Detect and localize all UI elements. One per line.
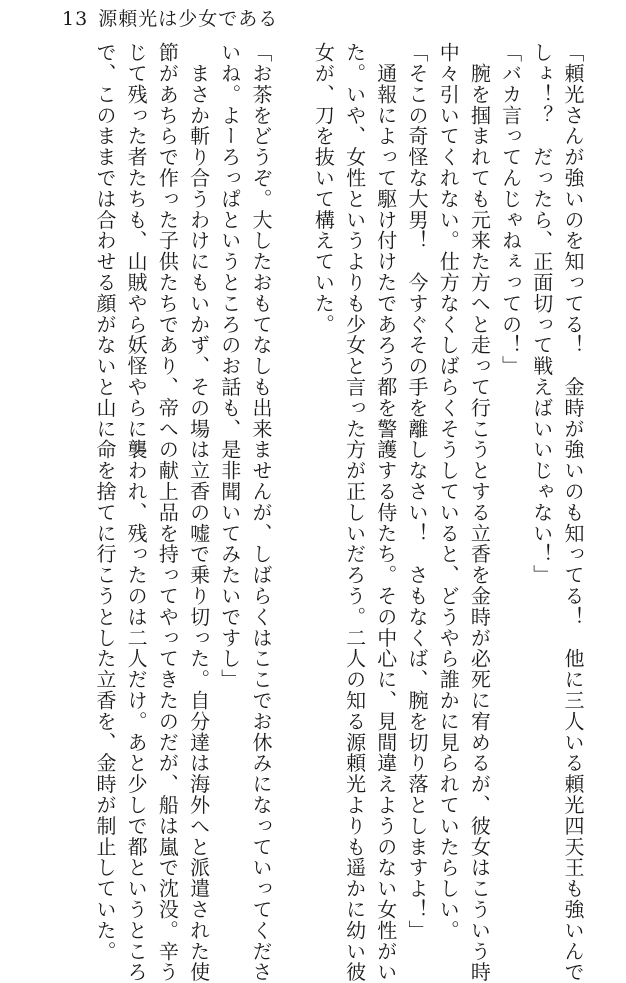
text-line-8: た。いや、女性というよりも少女と言った方が正しいだろう。二人の知る源頼光よりも遥かに幼い彼 (342, 42, 367, 983)
text-line-11: いね。よーろっぱというところのお話も、是非聞いてみたいですし」 (217, 42, 242, 690)
text-line-10: 「お茶をどうぞ。大したおもてなしも出来ませんが、しばらくはここでお休みになっていってくださ (248, 42, 273, 983)
text-line-13: 節があちらで作った子供たちであり、帝への献上品を持ってやってきたのだが、船は嵐で沈没。辛う (155, 42, 180, 983)
vertical-body-text (89, 42, 588, 983)
page-number: 13 (62, 8, 89, 30)
text-line-15: で、このままでは合わせる顔がないと山に命を捨てに行こうとした立香を、金時が制止していた。 (92, 42, 117, 962)
text-line-3: 「バカ言ってんじゃねぇっての！」 (498, 42, 523, 377)
text-line-14: じて残った者たちも、山賊やら妖怪やらに襲われ、残ったのは二人だけ。あと少しで都というところ (124, 42, 149, 983)
text-line-1: 「頼光さんが強いのを知ってる！ 金時が強いのも知ってる！ 他に三人いる頼光四天王も強いんで (561, 42, 585, 983)
text-line-12: まさか斬り合うわけにもいかず、その場は立香の嘘で乗り切った。自分達は海外へと派遣された使 (186, 42, 211, 983)
section-break (276, 42, 307, 880)
chapter-title: 源頼光は少女である (98, 8, 279, 30)
running-header (62, 6, 278, 32)
text-line-5: 中々引いてくれない。仕方なくしばらくそうしていると、どうやら誰かに見られていたらしい。 (436, 42, 461, 941)
text-line-9: 女が、刀を抜いて構えていた。 (311, 42, 336, 335)
text-line-6: 「そこの奇怪な大男！ 今すぐその手を離しなさい！ さもなくば、腕を切り落としますよ！」 (404, 42, 429, 941)
text-line-2: しょ！？ だったら、正面切って戦えばいいじゃない！」 (529, 42, 554, 586)
text-line-7: 通報によって駆け付けたであろう都を警護する侍たち。その中心に、見間違えようのない女性がい (373, 42, 398, 983)
text-line-4: 腕を掴まれても元来た方へと走って行こうとする立香を金時が必死に宥めるが、彼女はこういう時 (467, 42, 492, 983)
